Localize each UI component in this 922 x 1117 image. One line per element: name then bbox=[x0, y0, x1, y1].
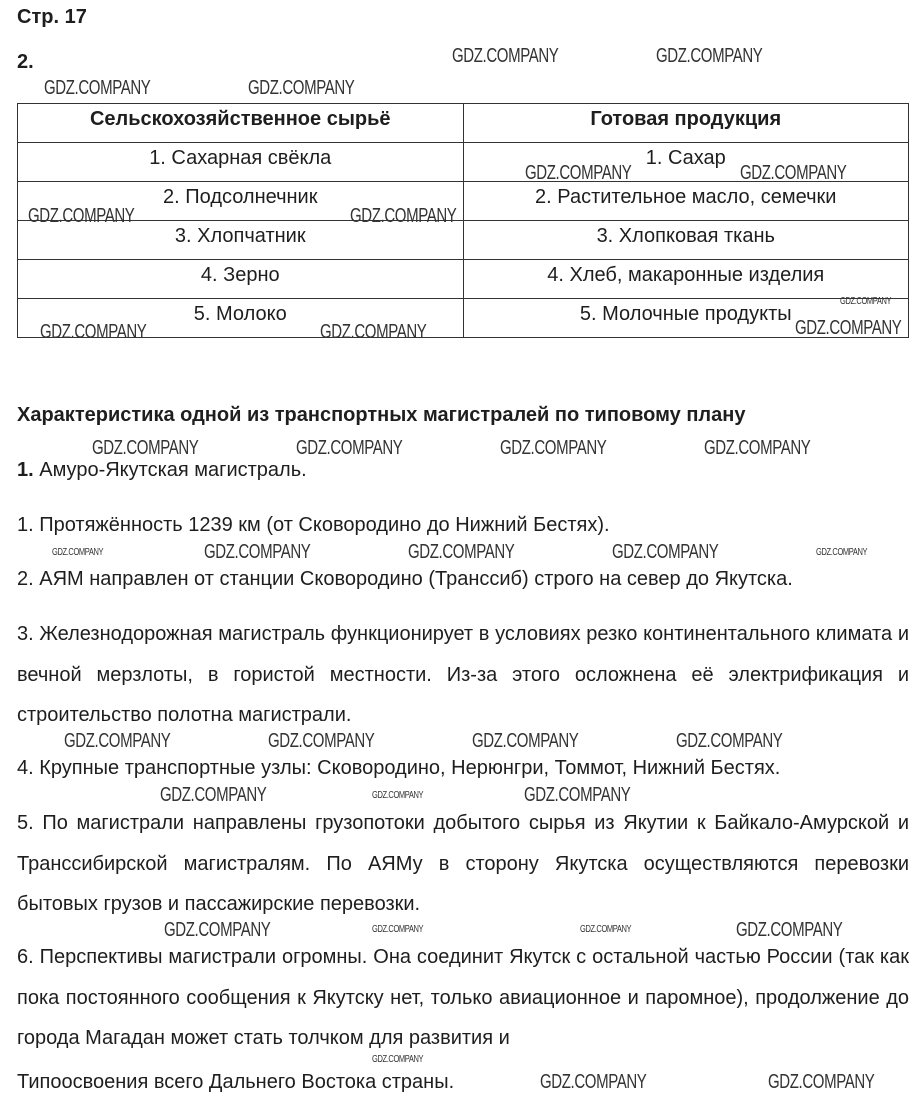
watermark: GDZ.COMPANY bbox=[408, 541, 515, 563]
watermark: GDZ.COMPANY bbox=[580, 924, 632, 935]
watermark: GDZ.COMPANY bbox=[44, 77, 151, 99]
watermark: GDZ.COMPANY bbox=[840, 296, 892, 307]
table-cell: 2. Подсолнечник bbox=[18, 182, 464, 221]
products-table bbox=[17, 103, 909, 338]
watermark: GDZ.COMPANY bbox=[296, 437, 403, 459]
watermark: GDZ.COMPANY bbox=[372, 924, 424, 935]
watermark: GDZ.COMPANY bbox=[52, 547, 104, 558]
watermark: GDZ.COMPANY bbox=[160, 784, 267, 806]
watermark: GDZ.COMPANY bbox=[740, 162, 847, 184]
watermark: GDZ.COMPANY bbox=[524, 784, 631, 806]
paragraph-prospects: 6. Перспективы магистрали огромны. Она соединит Якутск с остальной частью России (так как пока постоянного сообщения к Якутску нет, только авиационное и паромное), продолжение до города Магадан может стать толчком для развития и bbox=[17, 946, 909, 1049]
table-row bbox=[18, 221, 909, 260]
task-number: 2. bbox=[17, 51, 34, 73]
table-cell: 4. Зерно bbox=[18, 260, 464, 299]
watermark: GDZ.COMPANY bbox=[500, 437, 607, 459]
paragraph-cargo: 5. По магистрали направлены грузопотоки добытого сырья из Якутии к Байкало-Амурской и Транссибирской магистралям. По АЯМу в сторону Якутска осуществляются перевозки бытовых грузов и пассажирские перевозки. bbox=[17, 812, 909, 915]
watermark: GDZ.COMPANY bbox=[164, 919, 271, 941]
paragraph-conditions: 3. Железнодорожная магистраль функционирует в условиях резко континентального климата и вечной мерзлоты, в гористой местности. Из-за этого осложнена её электрификация и строительство полотна магистрали. bbox=[17, 623, 909, 726]
table-cell: 3. Хлопчатник bbox=[18, 221, 464, 260]
watermark: GDZ.COMPANY bbox=[704, 437, 811, 459]
watermark: GDZ.COMPANY bbox=[64, 730, 171, 752]
table-header-row bbox=[18, 104, 909, 143]
table-row bbox=[18, 260, 909, 299]
paragraph-nodes: 4. Крупные транспортные узлы: Сковородино, Нерюнгри, Томмот, Нижний Бестях. bbox=[17, 757, 781, 779]
watermark: GDZ.COMPANY bbox=[28, 205, 135, 227]
paragraph-closing: Типоосвоения всего Дальнего Востока страны. bbox=[17, 1071, 455, 1093]
table-cell: 5. Молоко bbox=[18, 299, 464, 338]
section-heading: Характеристика одной из транспортных магистралей по типовому плану bbox=[17, 404, 746, 426]
watermark: GDZ.COMPANY bbox=[372, 1054, 424, 1065]
column-header-finished-products: Готовая продукция bbox=[463, 104, 909, 143]
watermark: GDZ.COMPANY bbox=[795, 317, 902, 339]
watermark: GDZ.COMPANY bbox=[816, 547, 868, 558]
paragraph-length: 1. Протяжённость 1239 км (от Сковородино до Нижний Бестях). bbox=[17, 514, 610, 536]
watermark: GDZ.COMPANY bbox=[472, 730, 579, 752]
watermark: GDZ.COMPANY bbox=[612, 541, 719, 563]
paragraph-direction: 2. АЯМ направлен от станции Сковородино (Транссиб) строго на север до Якутска. bbox=[17, 568, 793, 590]
table-row bbox=[18, 182, 909, 221]
watermark: GDZ.COMPANY bbox=[525, 162, 632, 184]
watermark: GDZ.COMPANY bbox=[736, 919, 843, 941]
table-row bbox=[18, 143, 909, 182]
table-cell: 5. Молочные продукты bbox=[463, 299, 909, 338]
watermark: GDZ.COMPANY bbox=[320, 321, 427, 343]
watermark: GDZ.COMPANY bbox=[768, 1071, 875, 1093]
table-cell: 3. Хлопковая ткань bbox=[463, 221, 909, 260]
item-title: Амуро-Якутская магистраль. bbox=[33, 459, 307, 481]
watermark: GDZ.COMPANY bbox=[372, 790, 424, 801]
column-header-raw-materials: Сельскохозяйственное сырьё bbox=[18, 104, 464, 143]
watermark: GDZ.COMPANY bbox=[676, 730, 783, 752]
watermark: GDZ.COMPANY bbox=[452, 45, 559, 67]
watermark: GDZ.COMPANY bbox=[92, 437, 199, 459]
watermark: GDZ.COMPANY bbox=[268, 730, 375, 752]
table-cell: 1. Сахар bbox=[463, 143, 909, 182]
table-cell: 4. Хлеб, макаронные изделия bbox=[463, 260, 909, 299]
table-row bbox=[18, 299, 909, 338]
watermark: GDZ.COMPANY bbox=[248, 77, 355, 99]
watermark: GDZ.COMPANY bbox=[656, 45, 763, 67]
watermark: GDZ.COMPANY bbox=[350, 205, 457, 227]
table-cell: 1. Сахарная свёкла bbox=[18, 143, 464, 182]
watermark: GDZ.COMPANY bbox=[40, 321, 147, 343]
route-title bbox=[17, 459, 307, 482]
watermark: GDZ.COMPANY bbox=[204, 541, 311, 563]
item-number: 1. bbox=[17, 459, 34, 481]
page-title: Стр. 17 bbox=[17, 6, 87, 28]
table-cell: 2. Растительное масло, семечки bbox=[463, 182, 909, 221]
watermark: GDZ.COMPANY bbox=[540, 1071, 647, 1093]
